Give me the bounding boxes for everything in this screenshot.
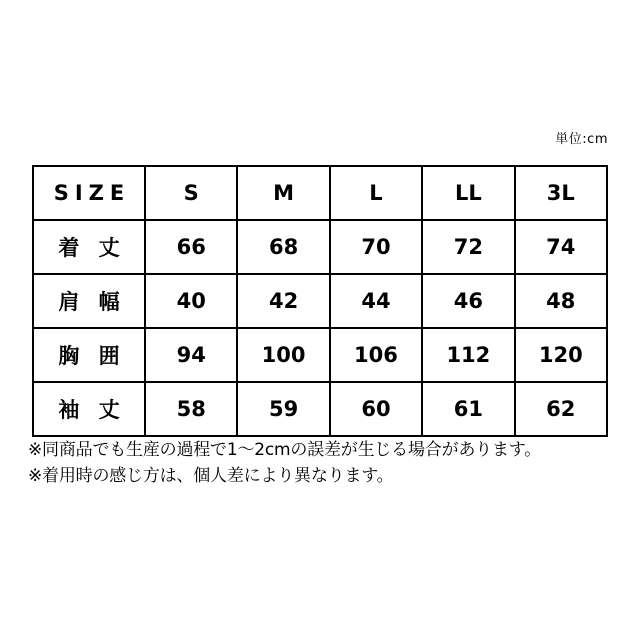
cell-chest-s: 94 — [145, 328, 237, 382]
size-table-body — [33, 220, 607, 436]
table-row — [33, 274, 607, 328]
cell-shoulder-width-ll: 46 — [422, 274, 514, 328]
row-label-shoulder-width: 肩 幅 — [33, 274, 145, 328]
cell-body-length-s: 66 — [145, 220, 237, 274]
column-header-ll: LL — [422, 166, 514, 220]
cell-chest-l: 106 — [330, 328, 422, 382]
table-corner-label: SIZE — [33, 166, 145, 220]
cell-body-length-ll: 72 — [422, 220, 514, 274]
size-table-container — [32, 165, 608, 437]
cell-sleeve-length-s: 58 — [145, 382, 237, 436]
note-line-fit: ※着用時の感じ方は、個人差により異なります。 — [28, 466, 394, 487]
size-table — [32, 165, 608, 437]
column-header-3l: 3L — [515, 166, 607, 220]
table-row — [33, 328, 607, 382]
cell-body-length-m: 68 — [237, 220, 329, 274]
cell-chest-3l: 120 — [515, 328, 607, 382]
cell-sleeve-length-l: 60 — [330, 382, 422, 436]
cell-sleeve-length-m: 59 — [237, 382, 329, 436]
column-header-s: S — [145, 166, 237, 220]
cell-shoulder-width-3l: 48 — [515, 274, 607, 328]
cell-shoulder-width-l: 44 — [330, 274, 422, 328]
cell-sleeve-length-3l: 62 — [515, 382, 607, 436]
table-row — [33, 382, 607, 436]
cell-body-length-l: 70 — [330, 220, 422, 274]
cell-chest-m: 100 — [237, 328, 329, 382]
notes-section — [28, 437, 628, 490]
row-label-sleeve-length: 袖 丈 — [33, 382, 145, 436]
cell-shoulder-width-m: 42 — [237, 274, 329, 328]
cell-sleeve-length-ll: 61 — [422, 382, 514, 436]
table-row — [33, 220, 607, 274]
cell-shoulder-width-s: 40 — [145, 274, 237, 328]
row-label-chest: 胸 囲 — [33, 328, 145, 382]
table-header-row — [33, 166, 607, 220]
note-line-tolerance: ※同商品でも生産の過程で1〜2cmの誤差が生じる場合があります。 — [28, 440, 542, 460]
cell-chest-ll: 112 — [422, 328, 514, 382]
column-header-m: M — [237, 166, 329, 220]
unit-note: 単位:cm — [555, 132, 608, 147]
size-table-head — [33, 166, 607, 220]
column-header-l: L — [330, 166, 422, 220]
row-label-body-length: 着 丈 — [33, 220, 145, 274]
cell-body-length-3l: 74 — [515, 220, 607, 274]
